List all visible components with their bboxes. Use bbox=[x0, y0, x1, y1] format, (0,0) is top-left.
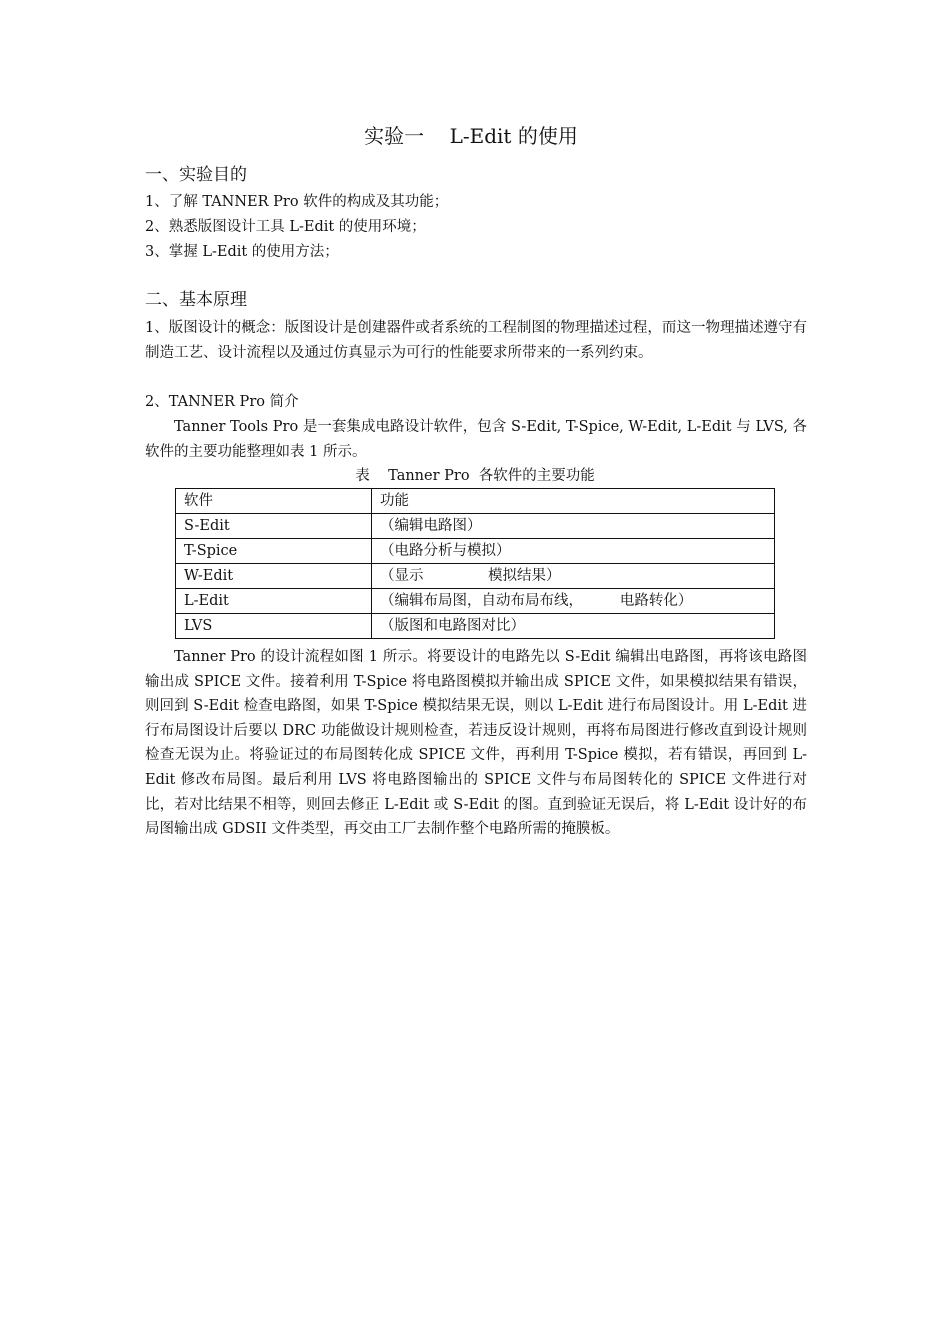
table-header-row bbox=[176, 489, 775, 514]
section-heading-principle: 二、基本原理 bbox=[145, 290, 247, 310]
paragraph-design-flow: Tanner Pro 的设计流程如图 1 所示。将要设计的电路先以 S-Edit 编辑出电路图，再将该电路图输出成 SPICE 文件。接着利用 T-Spice 将电路图模拟并输出成 SPICE 文件，如果模拟结果有错误，则回到 S-Edit 检查电路图，如果 T-Spice 模拟结果无误，则以 L-Edit 进行布局图设计。用 L-Edit 进行布局图设计后要以 DRC 功能做设计规则检查，若违反设计规则，再将布局图进行修改直到设计规则检查无误为止。将验证过的布局图转化成 SPICE 文件，再利用 T-Spice 模拟，若有错误，再回到 L-Edit 修改布局图。最后利用 LVS 将电路图输出的 SPICE 文件与布局图转化的 SPICE 文件进行对比，若对比结果不相等，则回去修正 L-Edit 或 S-Edit 的图。直到验证无误后，将 L-Edit 设计好的布局图输出成 GDSII 文件类型，再交由工厂去制作整个电路所需的掩膜板。 bbox=[145, 649, 807, 838]
table-cell-software: T-Spice bbox=[176, 539, 372, 564]
document-title: 实验一 L-Edit 的使用 bbox=[364, 124, 578, 148]
subheading-tanner-intro: 2、TANNER Pro 简介 bbox=[145, 394, 299, 410]
table-cell-function: （版图和电路图对比） bbox=[372, 614, 775, 639]
table-header-function: 功能 bbox=[372, 489, 775, 514]
table-cell-function: （编辑电路图） bbox=[372, 514, 775, 539]
table-cell-function: （电路分析与模拟） bbox=[372, 539, 775, 564]
purpose-item-3: 3、掌握 L-Edit 的使用方法； bbox=[145, 244, 339, 260]
section-heading-purpose: 一、实验目的 bbox=[145, 165, 247, 185]
software-function-table bbox=[175, 488, 775, 639]
table-row bbox=[176, 589, 775, 614]
table-row bbox=[176, 614, 775, 639]
table-row bbox=[176, 539, 775, 564]
paragraph-tanner-tools: Tanner Tools Pro 是一套集成电路设计软件，包含 S-Edit, T-Spice, W-Edit, L-Edit 与 LVS, 各软件的主要功能整理如表 1 所示。 bbox=[145, 419, 807, 460]
table-cell-software: W-Edit bbox=[176, 564, 372, 589]
table-header-software: 软件 bbox=[176, 489, 372, 514]
purpose-item-2: 2、熟悉版图设计工具 L-Edit 的使用环境； bbox=[145, 219, 426, 235]
table-caption: 表 Tanner Pro 各软件的主要功能 bbox=[355, 468, 595, 484]
purpose-item-1: 1、了解 TANNER Pro 软件的构成及其功能； bbox=[145, 194, 449, 210]
table-cell-software: LVS bbox=[176, 614, 372, 639]
paragraph-layout-concept: 1、版图设计的概念：版图设计是创建器件或者系统的工程制图的物理描述过程，而这一物理描述遵守有制造工艺、设计流程以及通过仿真显示为可行的性能要求所带来的一系列约束。 bbox=[145, 320, 807, 361]
table-cell-software: S-Edit bbox=[176, 514, 372, 539]
table-row bbox=[176, 514, 775, 539]
table-cell-function: （显示 模拟结果） bbox=[372, 564, 775, 589]
table-cell-software: L-Edit bbox=[176, 589, 372, 614]
table-row bbox=[176, 564, 775, 589]
table-cell-function: （编辑布局图，自动布局布线， 电路转化） bbox=[372, 589, 775, 614]
